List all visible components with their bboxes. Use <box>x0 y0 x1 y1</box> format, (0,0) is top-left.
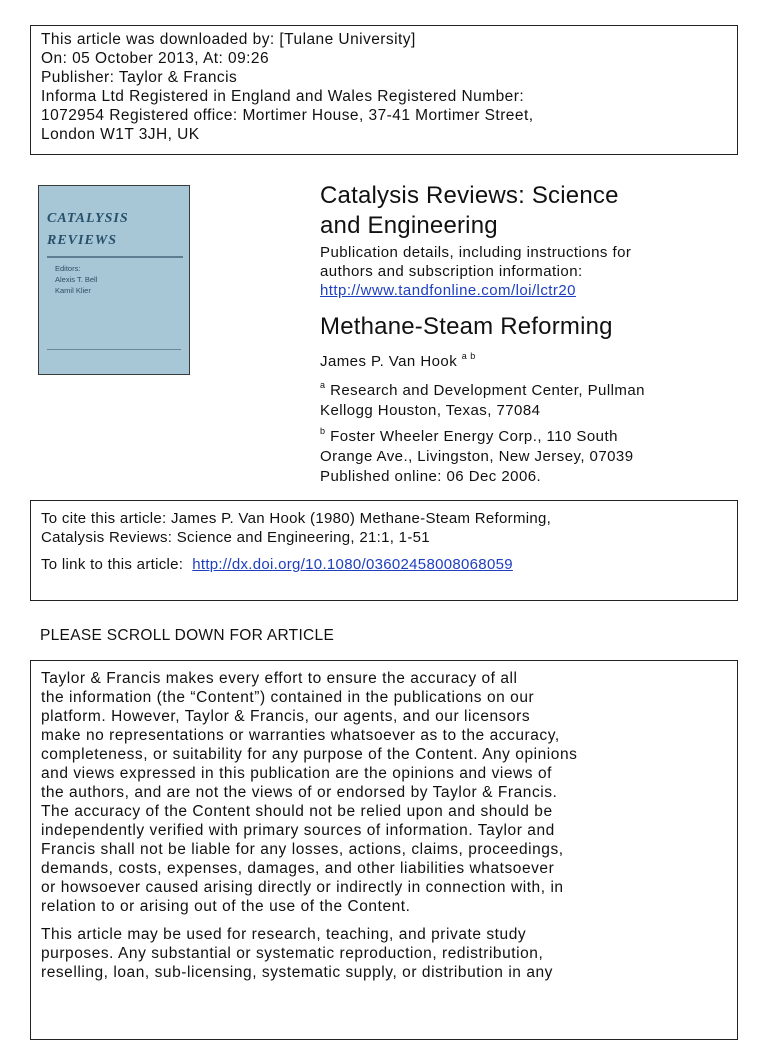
disclaimer-paragraph-1 <box>41 669 727 916</box>
cite-line2: Catalysis Reviews: Science and Engineering, 21:1, 1-51 <box>41 529 430 546</box>
doi-link[interactable]: http://dx.doi.org/10.1080/03602458008068059 <box>192 556 513 573</box>
journal-title-line1: Catalysis Reviews: Science <box>320 182 619 209</box>
address-line: London W1T 3JH, UK <box>41 126 200 143</box>
download-date-line: On: 05 October 2013, At: 09:26 <box>41 50 270 67</box>
download-line: This article was downloaded by: [Tulane University] <box>41 31 416 48</box>
disclaimer-line: purposes. Any substantial or systematic reproduction, redistribution, <box>41 945 544 962</box>
citation-box <box>30 500 738 601</box>
author-line <box>320 346 740 372</box>
link-line <box>41 555 727 574</box>
journal-title <box>320 181 740 241</box>
publication-details-line1: Publication details, including instructions for <box>320 244 632 261</box>
disclaimer-line: or howsoever caused arising directly or indirectly in connection with, in <box>41 879 564 896</box>
disclaimer-line: The accuracy of the Content should not be relied upon and should be <box>41 803 553 820</box>
cover-logo-line1: CATALYSIS <box>47 211 129 226</box>
affiliation-b-line2: Orange Ave., Livingston, New Jersey, 07039 <box>320 448 634 465</box>
disclaimer-line: relation to or arising out of the use of the Content. <box>41 898 411 915</box>
cover-footer-strip <box>47 349 181 360</box>
affiliation-b-mark: b <box>320 426 326 436</box>
disclaimer-line: and views expressed in this publication are the opinions and views of <box>41 765 552 782</box>
disclaimer-line: Francis shall not be liable for any losses, actions, claims, proceedings, <box>41 841 564 858</box>
affiliation-a-line1: Research and Development Center, Pullman <box>330 382 645 399</box>
disclaimer-line: the information (the “Content”) contained in the publications on our <box>41 689 535 706</box>
disclaimer-line: reselling, loan, sub-licensing, systematic supply, or distribution in any <box>41 964 553 981</box>
download-notice-box <box>30 25 738 155</box>
registered-office-line: 1072954 Registered office: Mortimer House, 37-41 Mortimer Street, <box>41 107 534 124</box>
article-title: Methane-Steam Reforming <box>320 313 613 340</box>
cover-editor-2: Kamil Klier <box>55 286 91 295</box>
disclaimer-line: the authors, and are not the views of or endorsed by Taylor & Francis. <box>41 784 558 801</box>
publication-details-line2: authors and subscription information: <box>320 263 583 280</box>
journal-url-link[interactable]: http://www.tandfonline.com/loi/lctr20 <box>320 282 576 299</box>
link-label: To link to this article: <box>41 556 184 573</box>
disclaimer-line: completeness, or suitability for any purpose of the Content. Any opinions <box>41 746 578 763</box>
cover-logo-line2: REVIEWS <box>47 233 118 248</box>
scroll-down-notice: PLEASE SCROLL DOWN FOR ARTICLE <box>40 627 335 644</box>
publication-details <box>320 243 740 300</box>
author-name: James P. Van Hook <box>320 353 458 370</box>
author-affiliation-marks: a b <box>461 351 476 361</box>
cover-editor-1: Alexis T. Bell <box>55 275 98 284</box>
cite-line1: To cite this article: James P. Van Hook (1980) Methane-Steam Reforming, <box>41 510 552 527</box>
disclaimer-paragraph-2 <box>41 925 727 982</box>
disclaimer-line: make no representations or warranties whatsoever as to the accuracy, <box>41 727 560 744</box>
paragraph-gap <box>41 916 727 925</box>
affiliation-b <box>320 421 740 487</box>
disclaimer-line: Taylor & Francis makes every effort to ensure the accuracy of all <box>41 670 518 687</box>
disclaimer-line: This article may be used for research, teaching, and private study <box>41 926 527 943</box>
journal-title-line2: and Engineering <box>320 212 498 239</box>
publisher-line: Publisher: Taylor & Francis <box>41 69 238 86</box>
disclaimer-line: platform. However, Taylor & Francis, our agents, and our licensors <box>41 708 531 725</box>
disclaimer-line: independently verified with primary sources of information. Taylor and <box>41 822 555 839</box>
disclaimer-line: demands, costs, expenses, damages, and other liabilities whatsoever <box>41 860 555 877</box>
affiliation-a-mark: a <box>320 380 326 390</box>
published-online-date: Published online: 06 Dec 2006. <box>320 468 542 485</box>
registration-line: Informa Ltd Registered in England and Wales Registered Number: <box>41 88 525 105</box>
affiliation-a-line2: Kellogg Houston, Texas, 77084 <box>320 402 541 419</box>
journal-cover-image <box>38 185 190 375</box>
affiliation-a <box>320 375 740 421</box>
cover-editors-label: Editors: <box>55 264 81 273</box>
cover-divider <box>47 256 183 258</box>
affiliation-b-line1: Foster Wheeler Energy Corp., 110 South <box>330 428 618 445</box>
title-block <box>320 181 740 487</box>
disclaimer-box <box>30 660 738 1040</box>
